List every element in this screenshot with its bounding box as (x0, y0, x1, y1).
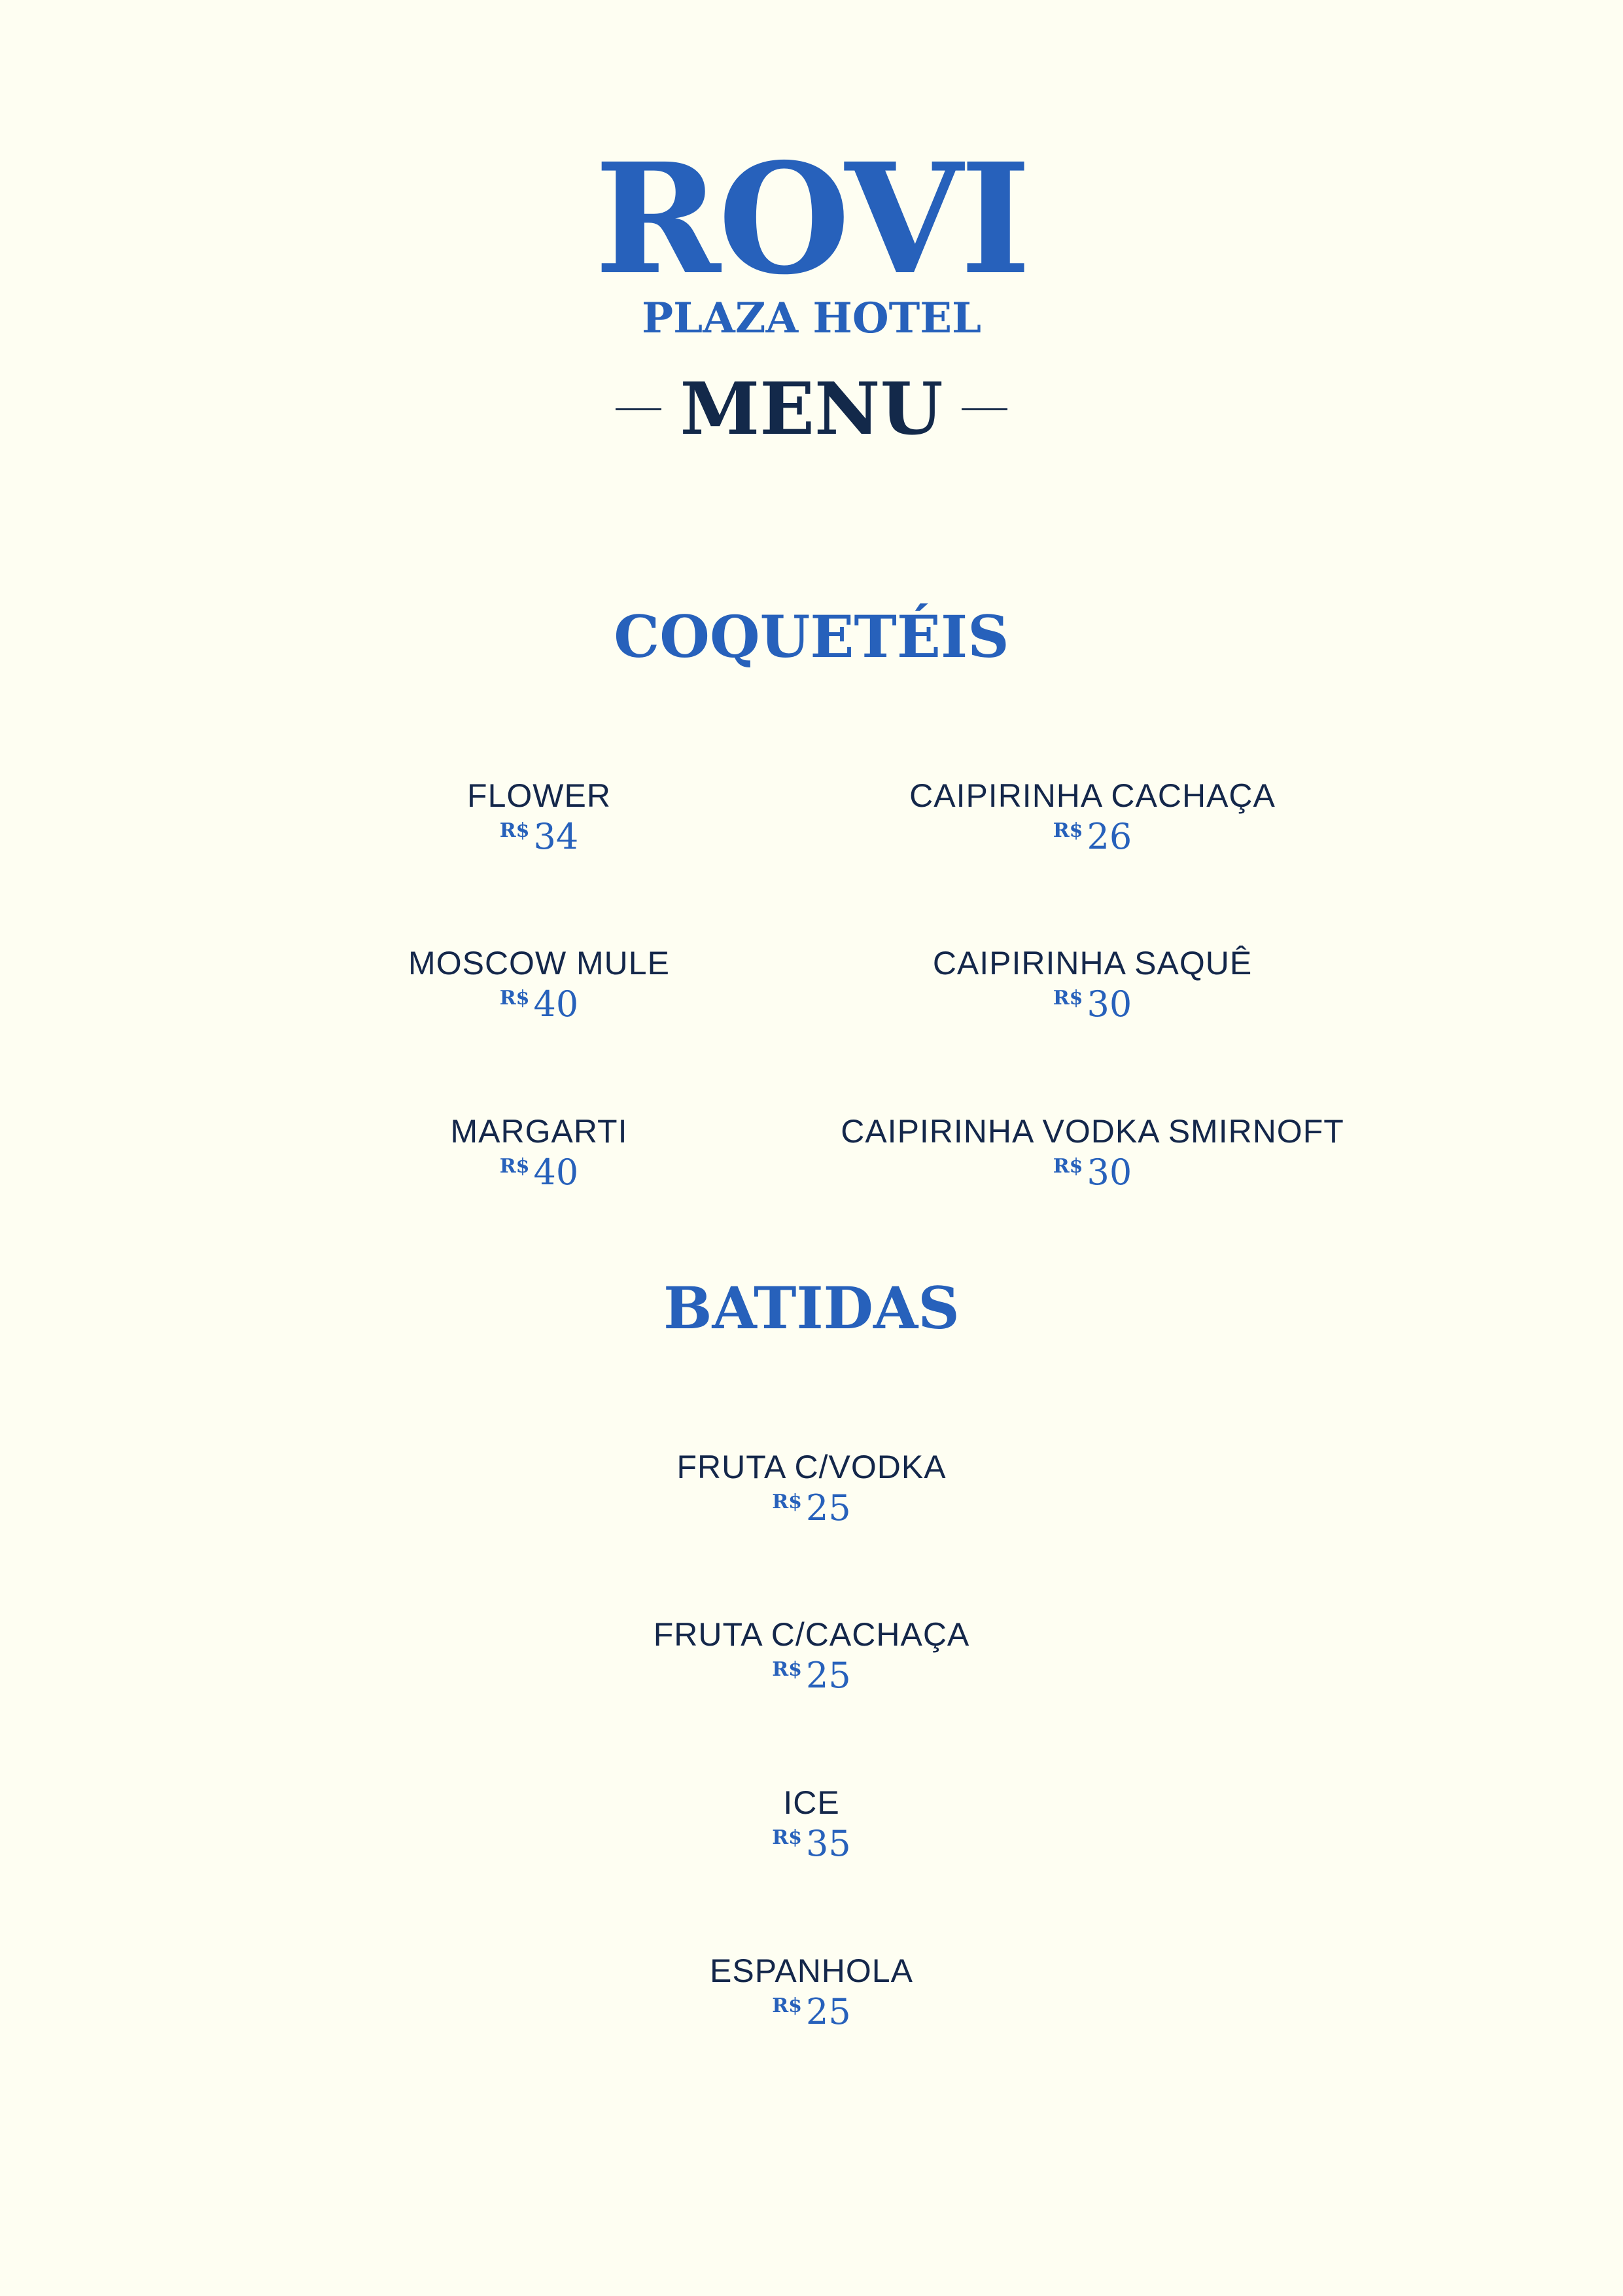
price-value: 30 (1087, 983, 1132, 1025)
section-title-coqueteis: COQUETÉIS (614, 603, 1009, 671)
price-value: 34 (533, 816, 579, 857)
item-price (0, 1822, 1623, 1865)
price-value: 40 (533, 1152, 579, 1193)
item-price (310, 1151, 768, 1194)
item-name: CAIPIRINHA VODKA SMIRNOFT (841, 1113, 1344, 1150)
currency-symbol: R$ (499, 1155, 530, 1178)
menu-item (752, 1112, 1433, 1194)
brand-subtitle: PLAZA HOTEL (641, 294, 982, 343)
menu-item (752, 944, 1433, 1026)
menu-title-row (0, 366, 1623, 451)
brand-logo: ROVI (594, 130, 1029, 308)
right-divider (962, 408, 1007, 410)
item-name: ESPANHOLA (710, 1952, 913, 1989)
item-price (310, 815, 768, 858)
item-price (310, 983, 768, 1026)
item-price (0, 1487, 1623, 1530)
item-price (0, 1654, 1623, 1697)
price-value: 40 (533, 983, 579, 1025)
menu-item (310, 944, 768, 1026)
price-value: 30 (1087, 1152, 1132, 1193)
item-name: MARGARTI (450, 1113, 628, 1150)
item-name: FLOWER (467, 777, 611, 814)
left-divider (616, 408, 661, 410)
currency-symbol: R$ (499, 819, 530, 842)
item-price (752, 983, 1433, 1026)
menu-item (0, 1951, 1623, 2034)
currency-symbol: R$ (772, 1826, 803, 1849)
currency-symbol: R$ (1053, 1155, 1083, 1178)
item-price (0, 1990, 1623, 2034)
price-value: 25 (806, 1487, 851, 1528)
menu-item (310, 776, 768, 858)
currency-symbol: R$ (772, 1994, 803, 2017)
item-price (752, 1151, 1433, 1194)
menu-item (310, 1112, 768, 1194)
menu-item (752, 776, 1433, 858)
currency-symbol: R$ (772, 1658, 803, 1681)
currency-symbol: R$ (1053, 819, 1083, 842)
page-title: MENU (680, 366, 943, 451)
price-value: 25 (806, 1991, 851, 2032)
item-name: CAIPIRINHA SAQUÊ (932, 945, 1253, 981)
menu-item (0, 1615, 1623, 1697)
section-title-batidas: BATIDAS (663, 1274, 960, 1342)
item-name: ICE (783, 1784, 840, 1821)
menu-item (0, 1783, 1623, 1865)
currency-symbol: R$ (1053, 987, 1083, 1010)
price-value: 26 (1087, 816, 1132, 857)
currency-symbol: R$ (499, 987, 530, 1010)
currency-symbol: R$ (772, 1491, 803, 1513)
item-name: FRUTA C/VODKA (676, 1449, 947, 1485)
item-price (752, 815, 1433, 858)
price-value: 25 (806, 1655, 851, 1696)
item-name: MOSCOW MULE (408, 945, 670, 981)
item-name: FRUTA C/CACHAÇA (653, 1616, 970, 1653)
price-value: 35 (806, 1823, 851, 1864)
menu-item (0, 1447, 1623, 1530)
item-name: CAIPIRINHA CACHAÇA (909, 777, 1276, 814)
